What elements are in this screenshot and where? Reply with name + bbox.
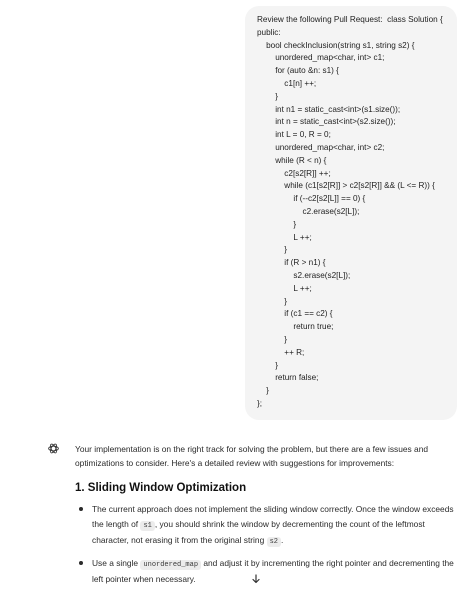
assistant-intro-text: Your implementation is on the right track for solving the problem, but there are a few issues and optimizations to consider. Here's a detailed review with suggestions for improvements: <box>75 444 429 468</box>
chatgpt-logo-icon <box>47 442 60 455</box>
code-line: } <box>257 91 278 101</box>
code-line: if (--c2[s2[L]] == 0) { <box>257 194 366 204</box>
code-line: bool checkInclusion(string s1, string s2) { <box>257 40 415 50</box>
code-line: c1[n] ++; <box>257 78 317 88</box>
inline-code: s1 <box>140 521 154 531</box>
code-line: Review the following Pull Request: class Solution { <box>257 15 443 24</box>
arrow-down-icon <box>251 574 261 584</box>
code-line: } <box>257 245 288 255</box>
code-line: }; <box>257 398 263 408</box>
bullet-text: The current approach does not implement the sliding window correctly. Once the window exceeds the length of <box>92 504 454 529</box>
code-line: while (R < n) { <box>257 155 327 165</box>
scroll-to-bottom-button[interactable] <box>246 570 266 588</box>
code-line: public: <box>257 27 281 37</box>
code-line: L ++; <box>257 232 312 242</box>
inline-code: unordered_map <box>140 560 201 570</box>
bullet-text: . <box>280 535 284 546</box>
code-line: c2.erase(s2[L]); <box>257 206 360 216</box>
code-line: } <box>257 296 288 306</box>
section-heading: 1. Sliding Window Optimization <box>75 482 247 494</box>
bullet-dot <box>79 561 83 565</box>
code-line: s2.erase(s2[L]); <box>257 270 351 280</box>
list-item <box>75 502 455 550</box>
code-line: int n = static_cast<int>(s2.size()); <box>257 117 396 127</box>
code-line: int L = 0, R = 0; <box>257 130 331 140</box>
code-line: if (c1 == c2) { <box>257 309 333 319</box>
code-line: } <box>257 360 278 370</box>
code-line: return true; <box>257 322 334 332</box>
code-line: int n1 = static_cast<int>(s1.size()); <box>257 104 401 114</box>
code-line: L ++; <box>257 283 312 293</box>
code-line: for (auto &n: s1) { <box>257 66 339 76</box>
code-line: while (c1[s2[R]] > c2[s2[R]] && (L <= R)) { <box>257 181 435 191</box>
bullet-text: Use a single <box>92 557 141 568</box>
code-line: } <box>257 219 297 229</box>
code-line: } <box>257 334 288 344</box>
code-line: c2[s2[R]] ++; <box>257 168 331 178</box>
code-line: } <box>257 386 269 396</box>
user-message-bubble <box>245 6 457 420</box>
code-line: ++ R; <box>257 347 305 357</box>
code-line: unordered_map<char, int> c1; <box>257 53 385 63</box>
code-line: unordered_map<char, int> c2; <box>257 142 385 152</box>
bullet-dot <box>79 507 83 511</box>
bullet-text: and adjust it by incrementing the right pointer and decrementing the left pointer when necessary. <box>92 557 454 585</box>
code-line: return false; <box>257 373 319 383</box>
bullet-text: , you should shrink the window by decrementing the count of the leftmost character, not erasing it from the original string <box>92 518 425 546</box>
inline-code: s2 <box>267 537 281 547</box>
code-line: if (R > n1) { <box>257 258 326 268</box>
user-message-code <box>257 14 447 411</box>
